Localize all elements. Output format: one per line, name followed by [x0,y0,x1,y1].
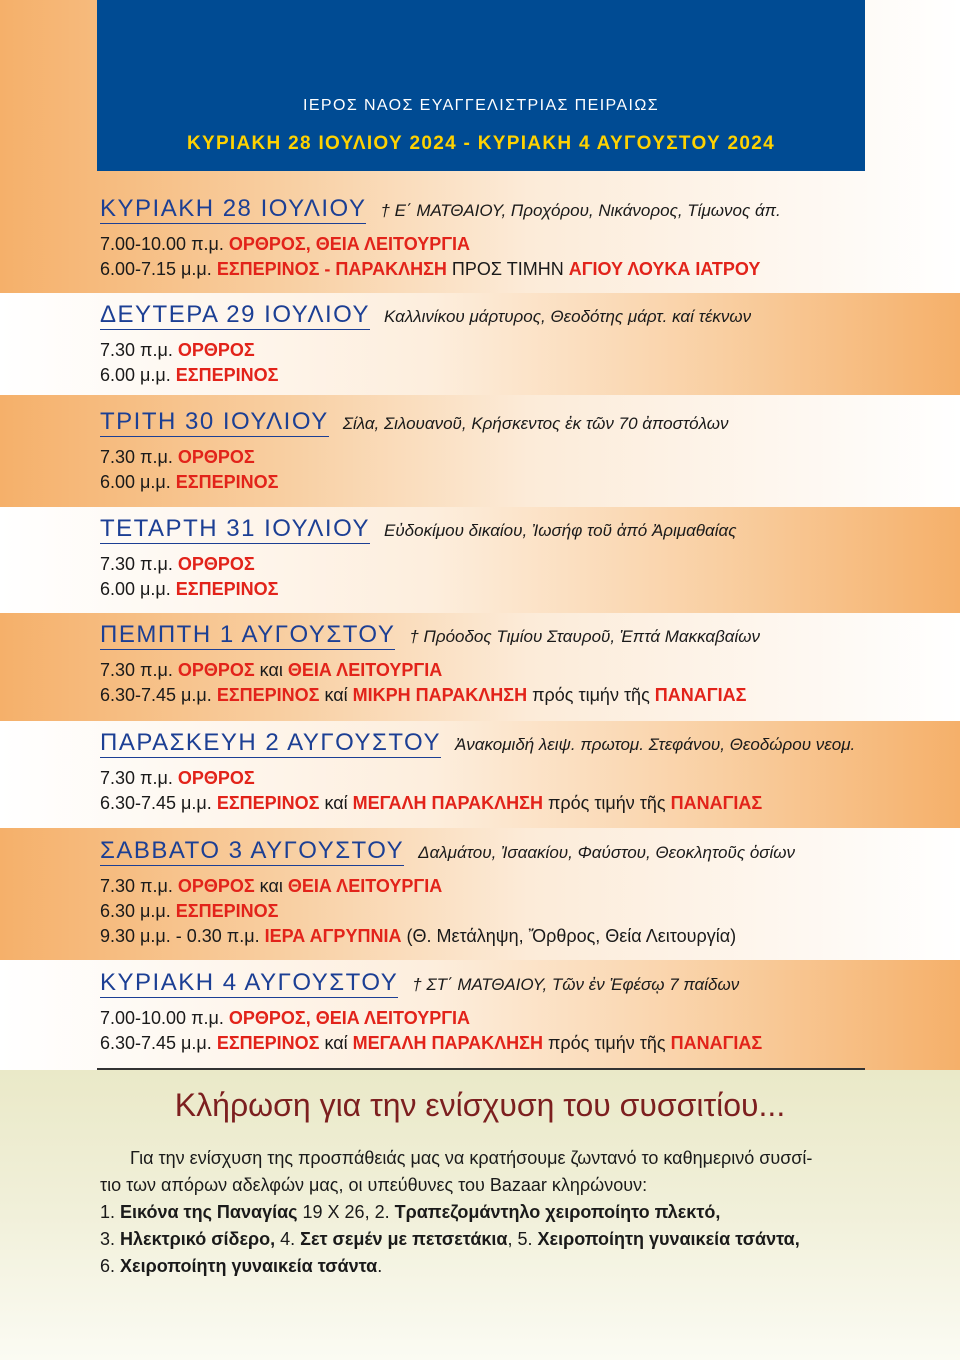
day-header [100,970,880,998]
service-line [100,470,880,495]
prize-number: , 5. [507,1229,538,1249]
service-name: ΜΕΓΑΛΗ ΠΑΡΑΚΛΗΣΗ [352,1033,543,1053]
service-text: 7.00-10.00 π.μ. [100,1008,229,1028]
service-line [100,791,880,816]
service-line [100,338,880,363]
service-line [100,683,880,708]
service-name: ΘΕΙΑ ΛΕΙΤΟΥΡΓΙΑ [287,876,443,896]
feast-text: † Ε΄ ΜΑΤΘΑΙΟΥ, Προχόρου, Νικάνορος, Τίμωνος άπ. [380,201,781,220]
service-text: καί [319,1033,353,1053]
service-name: ΟΡΘΡΟΣ [177,660,255,680]
service-name: ΕΣΠΕΡΙΝΟΣ [216,793,320,813]
church-name: ΙΕΡΟΣ ΝΑΟΣ ΕΥΑΓΓΕΛΙΣΤΡΙΑΣ ΠΕΙΡΑΙΩΣ [302,97,659,114]
day-block [100,622,880,708]
day-header [100,730,880,758]
service-line [100,445,880,470]
feast-text: Εὐδοκίμου δικαίου, Ἰωσήφ τοῦ ἀπό Ἀριμαθαίας [383,521,737,540]
raffle-intro-line: τιο των απόρων αδελφών μας, οι υπεύθυνες του Bazaar κληρώνουν: [100,1175,648,1195]
service-name: ΕΣΠΕΡΙΝΟΣ [175,365,279,385]
day-title: ΚΥΡΙΑΚΗ 4 ΑΥΓΟΥΣΤΟΥ [100,969,399,996]
service-text: 6.00 μ.μ. [100,579,176,599]
day-header [100,302,880,330]
prize-number: 2. [374,1202,395,1222]
service-name: ΕΣΠΕΡΙΝΟΣ - ΠΑΡΑΚΛΗΣΗ [216,259,447,279]
service-text: (Θ. Μετάληψη, Ὄρθρος, Θεία Λειτουργία) [401,926,737,946]
service-text: 7.30 π.μ. [100,554,178,574]
prize-item: Σετ σεμέν με πετσετάκια [300,1229,508,1249]
service-text: 7.30 π.μ. [100,768,178,788]
service-name: ΠΑΝΑΓΙΑΣ [654,685,747,705]
service-name: ΜΙΚΡΗ ΠΑΡΑΚΛΗΣΗ [352,685,528,705]
service-line [100,899,880,924]
service-text: πρός τιμήν τῆς [527,685,655,705]
day-header [100,838,880,866]
service-name: ΕΣΠΕΡΙΝΟΣ [175,901,279,921]
service-line [100,1006,880,1031]
service-text: και [254,660,288,680]
day-title: ΔΕΥΤΕΡΑ 29 ΙΟΥΛΙΟΥ [100,301,371,328]
day-title: ΚΥΡΙΑΚΗ 28 ΙΟΥΛΙΟΥ [100,195,367,222]
service-name: ΟΡΘΡΟΣ [177,447,255,467]
service-text: 6.00-7.15 μ.μ. [100,259,217,279]
prize-item: Τραπεζομάντηλο χειροποίητο πλεκτό, [394,1202,721,1222]
service-line [100,363,880,388]
service-name: ΕΣΠΕΡΙΝΟΣ [175,472,279,492]
service-text: 6.30 μ.μ. [100,901,176,921]
day-title: ΠΕΜΠΤΗ 1 ΑΥΓΟΥΣΤΟΥ [100,621,396,648]
prize-line [100,1253,870,1280]
feast-text: Δαλμάτου, Ἰσαακίου, Φαύστου, Θεοκλητοῦς ὁσίων [418,843,796,862]
service-text: πρός τιμήν τῆς [542,793,671,813]
service-line [100,1031,880,1056]
service-line [100,766,880,791]
service-line [100,577,880,602]
service-text: πρός τιμήν τῆς [542,1033,671,1053]
day-header [100,516,880,544]
feast-text: † Πρόοδος Τιμίου Σταυροῦ, Ἑπτά Μακκαβαίων [409,627,761,646]
prize-number: 3. [100,1229,121,1249]
service-line [100,552,880,577]
prize-detail: . [377,1256,383,1276]
service-text: 7.30 π.μ. [100,340,178,360]
feast-text: Ἀνακομιδή λειψ. πρωτομ. Στεφάνου, Θεοδώρου νεομ. [454,735,856,754]
day-header [100,622,880,650]
service-text: 6.00 μ.μ. [100,472,176,492]
service-text: 6.30-7.45 μ.μ. [100,1033,217,1053]
prize-detail: 19 Χ 26, [297,1202,375,1222]
day-header [100,409,880,437]
day-block [100,302,880,388]
prize-line [100,1199,870,1226]
service-name: ΜΕΓΑΛΗ ΠΑΡΑΚΛΗΣΗ [352,793,543,813]
service-text: 6.00 μ.μ. [100,365,176,385]
prize-line [100,1226,870,1253]
service-text: και [254,876,288,896]
day-block [100,409,880,495]
service-text: 7.30 π.μ. [100,447,178,467]
service-line [100,924,880,949]
schedule-period: ΚΥΡΙΑΚΗ 28 ΙΟΥΛΙΟΥ 2024 - ΚΥΡΙΑΚΗ 4 ΑΥΓΟΥΣΤΟΥ 2024 [186,133,776,154]
service-name: ΟΡΘΡΟΣ [177,554,255,574]
service-name: ΙΕΡΑ ΑΓΡΥΠΝΙΑ [264,926,402,946]
service-line [100,257,880,282]
service-name: ΟΡΘΡΟΣ, ΘΕΙΑ ΛΕΙΤΟΥΡΓΙΑ [228,1008,471,1028]
service-text: 9.30 μ.μ. - 0.30 π.μ. [100,926,265,946]
service-text: καί [319,793,353,813]
service-text: 7.30 π.μ. [100,876,178,896]
prize-item: Χειροποίητη γυναικεία τσάντα, [537,1229,800,1249]
day-title: ΠΑΡΑΣΚΕΥΗ 2 ΑΥΓΟΥΣΤΟΥ [100,729,441,756]
service-name: ΕΣΠΕΡΙΝΟΣ [216,1033,320,1053]
service-line [100,658,880,683]
service-text: 7.00-10.00 π.μ. [100,234,229,254]
header-banner [97,0,865,171]
feast-text: Σίλα, Σιλουανοῦ, Κρήσκεντος ἐκ τῶν 70 ἀποστόλων [342,414,729,433]
prize-number: 4. [275,1229,301,1249]
service-name: ΕΣΠΕΡΙΝΟΣ [175,579,279,599]
prize-number: 1. [100,1202,121,1222]
day-block [100,730,880,816]
day-block [100,516,880,602]
prize-item: Ηλεκτρικό σίδερο, [120,1229,276,1249]
service-name: ΕΣΠΕΡΙΝΟΣ [216,685,320,705]
prize-number: 6. [100,1256,121,1276]
service-name: ΘΕΙΑ ΛΕΙΤΟΥΡΓΙΑ [287,660,443,680]
service-name: ΑΓΙΟΥ ΛΟΥΚΑ ΙΑΤΡΟΥ [568,259,761,279]
day-title: ΤΡΙΤΗ 30 ΙΟΥΛΙΟΥ [100,408,329,435]
service-name: ΟΡΘΡΟΣ [177,876,255,896]
day-title: ΣΑΒΒΑΤΟ 3 ΑΥΓΟΥΣΤΟΥ [100,837,405,864]
service-name: ΟΡΘΡΟΣ, ΘΕΙΑ ΛΕΙΤΟΥΡΓΙΑ [228,234,471,254]
day-block [100,838,880,949]
day-block [100,196,880,282]
service-name: ΟΡΘΡΟΣ [177,768,255,788]
service-text: 6.30-7.45 μ.μ. [100,685,217,705]
feast-text: Καλλινίκου μάρτυρος, Θεοδότης μάρτ. καί τέκνων [384,307,752,326]
feast-text: † ΣΤ΄ ΜΑΤΘΑΙΟΥ, Τῶν ἐν Ἐφέσῳ 7 παίδων [412,975,740,994]
day-title: ΤΕΤΑΡΤΗ 31 ΙΟΥΛΙΟΥ [100,515,370,542]
raffle-intro-line: Για την ενίσχυση της προσπάθειάς μας να κρατήσουμε ζωντανό το καθημερινό συσσί- [130,1148,813,1168]
service-text: 7.30 π.μ. [100,660,178,680]
service-name: ΠΑΝΑΓΙΑΣ [670,793,763,813]
service-name: ΟΡΘΡΟΣ [177,340,255,360]
raffle-title: Κλήρωση για την ενίσχυση του συσσιτίου... [174,1087,786,1123]
service-name: ΠΑΝΑΓΙΑΣ [670,1033,763,1053]
service-line [100,874,880,899]
day-block [100,970,880,1056]
service-text: καί [319,685,353,705]
prize-item: Χειροποίητη γυναικεία τσάντα [120,1256,378,1276]
service-text: ΠΡΟΣ ΤΙΜΗΝ [446,259,569,279]
raffle-text [100,1145,870,1280]
prize-item: Εικόνα της Παναγίας [120,1202,298,1222]
service-text: 6.30-7.45 μ.μ. [100,793,217,813]
service-line [100,232,880,257]
day-header [100,196,880,224]
